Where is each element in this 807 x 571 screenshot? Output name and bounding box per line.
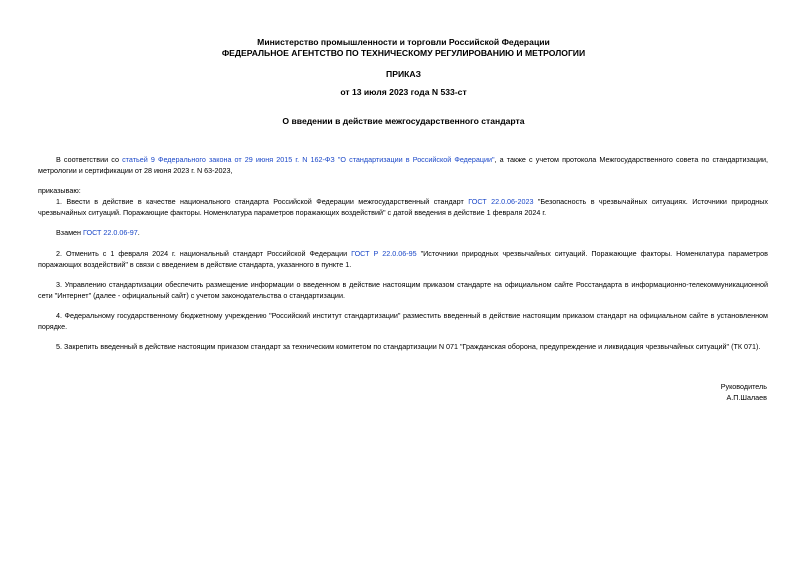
item-2-suffix: "Источники природных чрезвычайных ситуаций. Поражающие факторы. Номенклатура параметров поражающих воздействий" в связи с введением в действие стандарта, указанного в пункте 1. [38, 249, 768, 269]
date-number-heading: от 13 июля 2023 года N 533-ст [340, 87, 467, 97]
order-word: приказываю: [38, 186, 81, 195]
document-title: О введении в действие межгосударственного стандарта [282, 116, 525, 126]
signature-role: Руководитель [720, 382, 767, 391]
gost-97-link[interactable]: ГОСТ 22.0.06-97 [83, 228, 138, 237]
item-1-prefix: 1. Ввести в действие в качестве национального стандарта Российской Федерации межгосударственный стандарт [56, 197, 469, 206]
preamble-prefix: В соответствии со [56, 155, 123, 164]
item-4-paragraph: 4. Федеральному государственному бюджетному учреждению "Российский институт стандартизации" разместить введенный в действие настоящим приказом стандарт на официальном сайте в установленном порядке. [38, 311, 768, 331]
signature-name: А.П.Шалаев [726, 393, 767, 402]
replaces-suffix: . [137, 228, 140, 237]
law-link[interactable]: статьей 9 Федерального закона от 29 июня 2015 г. N 162-ФЗ "О стандартизации в Российской Федерации" [122, 155, 495, 164]
ministry-heading: Министерство промышленности и торговли Российской Федерации [257, 37, 550, 47]
preamble-suffix: , а также с учетом протокола Межгосударственного совета по стандартизации, метрологии и сертификации от 28 июня 2023 г. N 63-2023, [38, 155, 768, 175]
replaces-prefix: Взамен [56, 228, 83, 237]
agency-heading: ФЕДЕРАЛЬНОЕ АГЕНТСТВО ПО ТЕХНИЧЕСКОМУ РЕГУЛИРОВАНИЮ И МЕТРОЛОГИИ [221, 48, 586, 58]
preamble-paragraph [38, 155, 768, 177]
gost-2023-link[interactable]: ГОСТ 22.0.06-2023 [468, 197, 534, 206]
item-1-paragraph [38, 197, 768, 219]
item-5-paragraph: 5. Закрепить введенный в действие настоящим приказом стандарт за техническим комитетом по стандартизации N 071 "Гражданская оборона, предупреждение и ликвидация чрезвычайных ситуаций" (ТК 071). [56, 342, 761, 351]
replaces-paragraph [38, 228, 768, 239]
item-3-paragraph: 3. Управлению стандартизации обеспечить размещение информации о введенном в действие настоящим приказом стандарте на официальном сайте Росстандарта в информационно-телекоммуникационной сети "Интернет" (далее - официальный сайт) с учетом законодательства о стандартизации. [38, 280, 768, 300]
item-2-prefix: 2. Отменить с 1 февраля 2024 г. национальный стандарт Российской Федерации [56, 249, 352, 258]
item-1-suffix: "Безопасность в чрезвычайных ситуациях. Источники природных чрезвычайных ситуаций. Поражающие факторы. Номенклатура параметров поражающих воздействий" с датой введения в действие 1 февраля 2024 г. [38, 197, 769, 217]
doc-type-heading: ПРИКАЗ [386, 69, 421, 79]
gost-r-95-link[interactable]: ГОСТ Р 22.0.06-95 [351, 249, 417, 258]
item-2-paragraph [38, 249, 768, 271]
